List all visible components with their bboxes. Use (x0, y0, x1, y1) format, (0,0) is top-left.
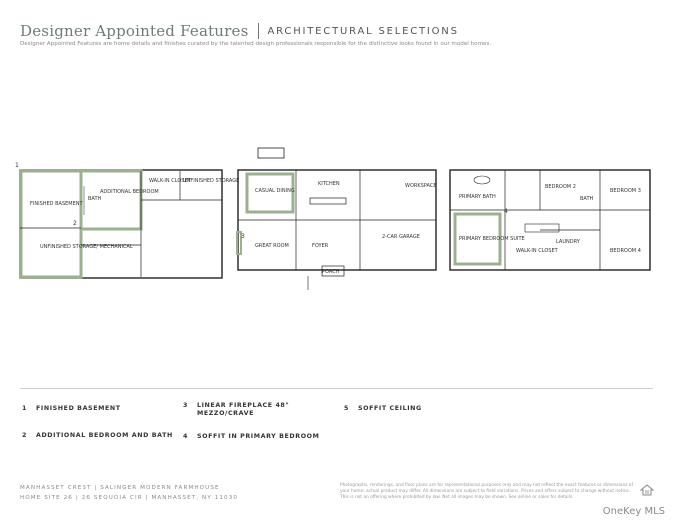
room-label: BEDROOM 2 (545, 184, 576, 190)
feature-item-2 (22, 432, 173, 439)
room-label: WALK-IN CLOSET (149, 178, 191, 184)
footer-community: MANHASSET CREST | SALINGER MODERN FARMHOUSE (20, 485, 220, 491)
room-label: CASUAL DINING (255, 188, 295, 194)
callout-1: 1 (15, 162, 19, 169)
room-label: FOYER (312, 243, 329, 249)
footer-disclaimer: Photographs, renderings, and floor plans are for representational purposes only and may not reflect the exact features or dimensions of your home; actual product may differ. All dimensions are subject to field variations. Prices and offers subject to change without notice. This is not an offering where prohibited by law. Not all images may be shown. See online or sales for details. (340, 483, 633, 500)
feature-label: ADDITIONAL BEDROOM AND BATH (36, 432, 173, 439)
header (20, 22, 459, 40)
room-label: PORCH (322, 269, 340, 275)
watermark: OneKey MLS (602, 506, 665, 517)
callout-3: 3 (241, 233, 245, 240)
room-label: FINISHED BASEMENT (30, 201, 83, 207)
page-subtitle: ARCHITECTURAL SELECTIONS (267, 25, 459, 37)
room-label: BEDROOM 4 (610, 248, 641, 254)
feature-item-1 (22, 405, 121, 412)
feature-item-3 (183, 402, 317, 418)
room-label: KITCHEN (318, 181, 340, 187)
feature-label: FINISHED BASEMENT (36, 405, 121, 412)
room-label: ADDITIONAL BEDROOM (100, 189, 159, 195)
callout-2: 2 (73, 220, 77, 227)
callout-4: 4 (504, 208, 508, 215)
feature-number: 2 (22, 432, 27, 439)
room-label: GREAT ROOM (255, 243, 289, 249)
divider-line (20, 388, 653, 389)
room-label: UNFINISHED STORAGE/ MECHANICAL (40, 244, 133, 250)
room-label: PRIMARY BATH (459, 194, 496, 200)
feature-item-5 (344, 405, 422, 412)
room-label: PRIMARY BEDROOM SUITE (459, 236, 525, 242)
feature-label: SOFFIT CEILING (358, 405, 422, 412)
floor-plans (0, 140, 673, 290)
room-label: LAUNDRY (556, 239, 580, 245)
feature-number: 4 (183, 433, 188, 440)
footer-address (20, 483, 238, 503)
feature-number: 1 (22, 405, 27, 412)
room-label: UNFINISHED STORAGE (183, 178, 240, 184)
room-label: BATH (88, 196, 102, 202)
room-label: 2-CAR GARAGE (382, 234, 420, 240)
feature-number: 5 (344, 405, 349, 412)
equal-housing-icon (640, 484, 654, 496)
room-label: BEDROOM 3 (610, 188, 641, 194)
feature-item-4 (183, 433, 319, 440)
feature-label: LINEAR FIREPLACE 48" MEZZO/CRAVE (197, 402, 290, 417)
feature-number: 3 (183, 402, 188, 409)
room-label: WORKSPACE (405, 183, 437, 189)
room-label: BATH (580, 196, 594, 202)
page-description: Designer Appointed Features are home details and finishes curated by the talented design professionals responsible for the distinctive looks found in our model homes. (20, 41, 492, 47)
page-title: Designer Appointed Features (20, 22, 249, 40)
basement-plan (20, 170, 222, 278)
footer-homesite: HOME SITE 26 | 26 SEQUOIA CIR | MANHASSET, NY 11030 (20, 495, 239, 501)
title-divider (258, 23, 259, 39)
feature-label: SOFFIT IN PRIMARY BEDROOM (197, 433, 320, 440)
room-label: WALK-IN CLOSET (516, 248, 558, 254)
